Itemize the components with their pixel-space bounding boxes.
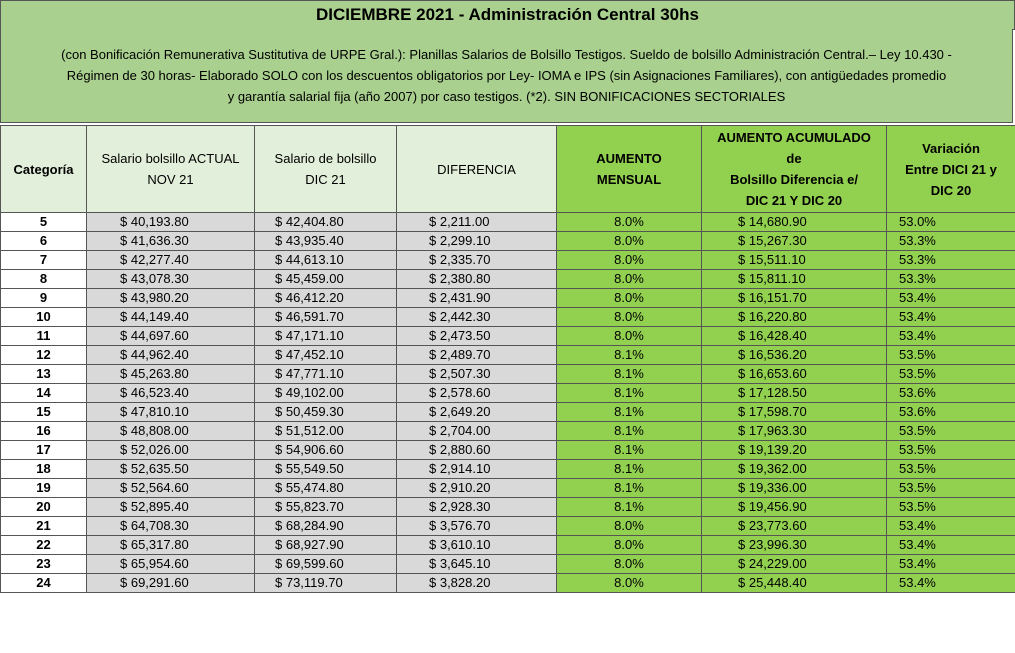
table-row [1,517,1015,536]
cell-diferencia[interactable]: $ 2,489.70 [397,346,557,365]
cell-salario-dic[interactable]: $ 73,119.70 [255,574,397,593]
cell-salario-nov[interactable]: $ 45,263.80 [87,365,255,384]
cell-salario-dic[interactable]: $ 46,591.70 [255,308,397,327]
cell-aumento-acumulado[interactable]: $ 23,773.60 [702,517,887,536]
cell-categoria[interactable]: 15 [1,403,87,422]
cell-aumento-mensual[interactable]: 8.0% [557,251,702,270]
cell-aumento-mensual[interactable]: 8.1% [557,365,702,384]
cell-categoria[interactable]: 9 [1,289,87,308]
description-text [61,44,952,107]
cell-categoria[interactable]: 8 [1,270,87,289]
table-row [1,213,1015,232]
header-salario-nov-line1: Salario bolsillo ACTUAL [101,151,240,166]
cell-aumento-mensual[interactable]: 8.1% [557,403,702,422]
header-acum-line1: AUMENTO ACUMULADO [717,130,871,145]
cell-diferencia[interactable]: $ 2,442.30 [397,308,557,327]
cell-diferencia[interactable]: $ 2,335.70 [397,251,557,270]
table-row [1,308,1015,327]
cell-categoria[interactable]: 21 [1,517,87,536]
cell-variacion[interactable]: 53.3% [887,232,1015,251]
cell-salario-dic[interactable]: $ 46,412.20 [255,289,397,308]
header-salario-dic[interactable] [255,126,397,213]
header-acum-line4: DIC 21 Y DIC 20 [745,193,843,208]
cell-diferencia[interactable]: $ 2,928.30 [397,498,557,517]
cell-aumento-mensual[interactable]: 8.0% [557,555,702,574]
table-row [1,441,1015,460]
cell-aumento-acumulado[interactable]: $ 19,362.00 [702,460,887,479]
cell-categoria[interactable]: 13 [1,365,87,384]
cell-categoria[interactable]: 17 [1,441,87,460]
cell-variacion[interactable]: 53.4% [887,536,1015,555]
cell-salario-nov[interactable]: $ 43,980.20 [87,289,255,308]
table-row [1,327,1015,346]
header-salario-dic-line2: DIC 21 [305,172,346,187]
cell-diferencia[interactable]: $ 2,578.60 [397,384,557,403]
cell-categoria[interactable]: 19 [1,479,87,498]
cell-aumento-mensual[interactable]: 8.0% [557,308,702,327]
cell-aumento-mensual[interactable]: 8.0% [557,232,702,251]
cell-diferencia[interactable]: $ 3,645.10 [397,555,557,574]
cell-aumento-acumulado[interactable]: $ 16,151.70 [702,289,887,308]
cell-categoria[interactable]: 12 [1,346,87,365]
cell-salario-nov[interactable]: $ 43,078.30 [87,270,255,289]
cell-aumento-acumulado[interactable]: $ 17,598.70 [702,403,887,422]
cell-salario-dic[interactable]: $ 68,284.90 [255,517,397,536]
cell-salario-dic[interactable]: $ 55,474.80 [255,479,397,498]
description-line-1: (con Bonificación Remunerativa Sustitutiva de URPE Gral.): Planillas Salarios de Bolsillo Testigos. Sueldo de bolsillo Administración Central.– Ley 10.430 - [61,47,952,62]
cell-aumento-mensual[interactable]: 8.0% [557,213,702,232]
header-acum-line3: Bolsillo Diferencia e/ [730,172,858,187]
cell-aumento-acumulado[interactable]: $ 15,267.30 [702,232,887,251]
header-variacion[interactable] [887,126,1015,213]
header-salario-dic-line1: Salario de bolsillo [274,151,377,166]
cell-salario-nov[interactable]: $ 52,635.50 [87,460,255,479]
header-aumento-line2: MENSUAL [596,172,662,187]
table-body [1,213,1015,593]
cell-categoria[interactable]: 22 [1,536,87,555]
table-row [1,460,1015,479]
table-row [1,384,1015,403]
cell-variacion[interactable]: 53.3% [887,251,1015,270]
sheet-title[interactable]: DICIEMBRE 2021 - Administración Central 30hs [0,0,1015,30]
cell-salario-nov[interactable]: $ 48,808.00 [87,422,255,441]
table-row [1,498,1015,517]
header-aumento-line1: AUMENTO [596,151,662,166]
header-var-line2: Entre DICI 21 y [905,161,997,177]
header-categoria[interactable]: Categoría [1,126,87,213]
cell-diferencia[interactable]: $ 3,828.20 [397,574,557,593]
cell-categoria[interactable]: 10 [1,308,87,327]
table-row [1,365,1015,384]
cell-salario-dic[interactable]: $ 55,823.70 [255,498,397,517]
cell-aumento-mensual[interactable]: 8.1% [557,479,702,498]
cell-salario-dic[interactable]: $ 51,512.00 [255,422,397,441]
cell-diferencia[interactable]: $ 2,380.80 [397,270,557,289]
cell-salario-dic[interactable]: $ 50,459.30 [255,403,397,422]
cell-salario-nov[interactable]: $ 64,708.30 [87,517,255,536]
cell-variacion[interactable]: 53.5% [887,441,1015,460]
cell-aumento-acumulado[interactable]: $ 17,128.50 [702,384,887,403]
cell-variacion[interactable]: 53.3% [887,270,1015,289]
table-row [1,270,1015,289]
cell-variacion[interactable]: 53.4% [887,308,1015,327]
cell-salario-dic[interactable]: $ 68,927.90 [255,536,397,555]
cell-salario-dic[interactable]: $ 42,404.80 [255,213,397,232]
cell-aumento-mensual[interactable]: 8.0% [557,574,702,593]
table-row [1,251,1015,270]
header-diferencia[interactable]: DIFERENCIA [397,126,557,213]
salary-table [0,125,1015,593]
cell-variacion[interactable]: 53.0% [887,213,1015,232]
cell-variacion[interactable]: 53.4% [887,327,1015,346]
cell-aumento-acumulado[interactable]: $ 24,229.00 [702,555,887,574]
header-salario-nov[interactable] [87,126,255,213]
cell-categoria[interactable]: 20 [1,498,87,517]
cell-aumento-mensual[interactable]: 8.1% [557,384,702,403]
header-aumento-mensual[interactable] [557,126,702,213]
table-row [1,289,1015,308]
cell-salario-nov[interactable]: $ 52,026.00 [87,441,255,460]
cell-salario-nov[interactable]: $ 65,317.80 [87,536,255,555]
cell-salario-dic[interactable]: $ 43,935.40 [255,232,397,251]
cell-diferencia[interactable]: $ 3,576.70 [397,517,557,536]
cell-categoria[interactable]: 24 [1,574,87,593]
cell-aumento-mensual[interactable]: 8.1% [557,498,702,517]
cell-diferencia[interactable]: $ 2,299.10 [397,232,557,251]
cell-categoria[interactable]: 23 [1,555,87,574]
cell-diferencia[interactable]: $ 2,431.90 [397,289,557,308]
cell-salario-dic[interactable]: $ 55,549.50 [255,460,397,479]
header-var-line3: DIC 20 [930,182,972,198]
cell-salario-nov[interactable]: $ 40,193.80 [87,213,255,232]
cell-salario-dic[interactable]: $ 47,171.10 [255,327,397,346]
cell-variacion[interactable]: 53.6% [887,384,1015,403]
cell-variacion[interactable]: 53.5% [887,479,1015,498]
cell-salario-nov[interactable]: $ 42,277.40 [87,251,255,270]
cell-aumento-mensual[interactable]: 8.0% [557,289,702,308]
sheet-description[interactable] [0,29,1013,123]
cell-salario-dic[interactable]: $ 47,452.10 [255,346,397,365]
cell-diferencia[interactable]: $ 2,704.00 [397,422,557,441]
header-salario-nov-line2: NOV 21 [147,172,194,187]
cell-diferencia[interactable]: $ 2,649.20 [397,403,557,422]
table-row [1,536,1015,555]
cell-aumento-mensual[interactable]: 8.0% [557,327,702,346]
cell-aumento-mensual[interactable]: 8.0% [557,536,702,555]
cell-aumento-acumulado[interactable]: $ 16,428.40 [702,327,887,346]
cell-aumento-acumulado[interactable]: $ 19,456.90 [702,498,887,517]
table-row [1,555,1015,574]
cell-salario-dic[interactable]: $ 44,613.10 [255,251,397,270]
cell-diferencia[interactable]: $ 3,610.10 [397,536,557,555]
cell-salario-nov[interactable]: $ 46,523.40 [87,384,255,403]
cell-aumento-mensual[interactable]: 8.0% [557,517,702,536]
table-row [1,346,1015,365]
cell-categoria[interactable]: 16 [1,422,87,441]
table-row [1,403,1015,422]
cell-salario-dic[interactable]: $ 49,102.00 [255,384,397,403]
table-row [1,574,1015,593]
cell-salario-nov[interactable]: $ 47,810.10 [87,403,255,422]
cell-categoria[interactable]: 14 [1,384,87,403]
cell-aumento-acumulado[interactable]: $ 17,963.30 [702,422,887,441]
cell-aumento-mensual[interactable]: 8.1% [557,346,702,365]
cell-categoria[interactable]: 5 [1,213,87,232]
cell-aumento-mensual[interactable]: 8.1% [557,441,702,460]
cell-salario-nov[interactable]: $ 52,564.60 [87,479,255,498]
cell-variacion[interactable]: 53.6% [887,403,1015,422]
cell-variacion[interactable]: 53.4% [887,555,1015,574]
cell-variacion[interactable]: 53.4% [887,574,1015,593]
cell-salario-dic[interactable]: $ 54,906.60 [255,441,397,460]
cell-aumento-acumulado[interactable]: $ 15,811.10 [702,270,887,289]
cell-variacion[interactable]: 53.4% [887,289,1015,308]
cell-diferencia[interactable]: $ 2,473.50 [397,327,557,346]
cell-diferencia[interactable]: $ 2,880.60 [397,441,557,460]
cell-aumento-acumulado[interactable]: $ 16,220.80 [702,308,887,327]
cell-variacion[interactable]: 53.5% [887,460,1015,479]
cell-diferencia[interactable]: $ 2,910.20 [397,479,557,498]
header-aumento-acumulado[interactable] [702,126,887,213]
cell-diferencia[interactable]: $ 2,507.30 [397,365,557,384]
cell-variacion[interactable]: 53.5% [887,498,1015,517]
table-row [1,479,1015,498]
table-row [1,232,1015,251]
cell-categoria[interactable]: 7 [1,251,87,270]
cell-aumento-acumulado[interactable]: $ 15,511.10 [702,251,887,270]
cell-aumento-mensual[interactable]: 8.1% [557,422,702,441]
cell-salario-nov[interactable]: $ 69,291.60 [87,574,255,593]
description-line-3: y garantía salarial fija (año 2007) por caso testigos. (*2). SIN BONIFICACIONES SECTORIALES [227,89,786,104]
header-acum-line2: de [786,151,802,166]
cell-salario-nov[interactable]: $ 52,895.40 [87,498,255,517]
header-row [1,126,1015,213]
cell-variacion[interactable]: 53.5% [887,422,1015,441]
cell-variacion[interactable]: 53.5% [887,346,1015,365]
cell-aumento-acumulado[interactable]: $ 14,680.90 [702,213,887,232]
cell-categoria[interactable]: 11 [1,327,87,346]
cell-variacion[interactable]: 53.5% [887,365,1015,384]
cell-aumento-acumulado[interactable]: $ 16,536.20 [702,346,887,365]
header-var-line1: Variación [922,140,980,156]
cell-aumento-acumulado[interactable]: $ 19,336.00 [702,479,887,498]
cell-salario-dic[interactable]: $ 69,599.60 [255,555,397,574]
table-row [1,422,1015,441]
cell-aumento-mensual[interactable]: 8.0% [557,270,702,289]
cell-salario-nov[interactable]: $ 44,149.40 [87,308,255,327]
cell-salario-nov[interactable]: $ 41,636.30 [87,232,255,251]
cell-variacion[interactable]: 53.4% [887,517,1015,536]
cell-salario-dic[interactable]: $ 45,459.00 [255,270,397,289]
cell-salario-nov[interactable]: $ 44,962.40 [87,346,255,365]
cell-salario-dic[interactable]: $ 47,771.10 [255,365,397,384]
cell-salario-nov[interactable]: $ 65,954.60 [87,555,255,574]
cell-salario-nov[interactable]: $ 44,697.60 [87,327,255,346]
cell-aumento-acumulado[interactable]: $ 16,653.60 [702,365,887,384]
cell-categoria[interactable]: 18 [1,460,87,479]
cell-diferencia[interactable]: $ 2,211.00 [397,213,557,232]
cell-aumento-mensual[interactable]: 8.1% [557,460,702,479]
cell-aumento-acumulado[interactable]: $ 23,996.30 [702,536,887,555]
description-line-2: Régimen de 30 horas- Elaborado SOLO con los descuentos obligatorios por Ley- IOMA e IPS (sin Asignaciones Familiares), con antigüedades promedio [66,68,947,83]
cell-aumento-acumulado[interactable]: $ 19,139.20 [702,441,887,460]
cell-categoria[interactable]: 6 [1,232,87,251]
cell-aumento-acumulado[interactable]: $ 25,448.40 [702,574,887,593]
cell-diferencia[interactable]: $ 2,914.10 [397,460,557,479]
